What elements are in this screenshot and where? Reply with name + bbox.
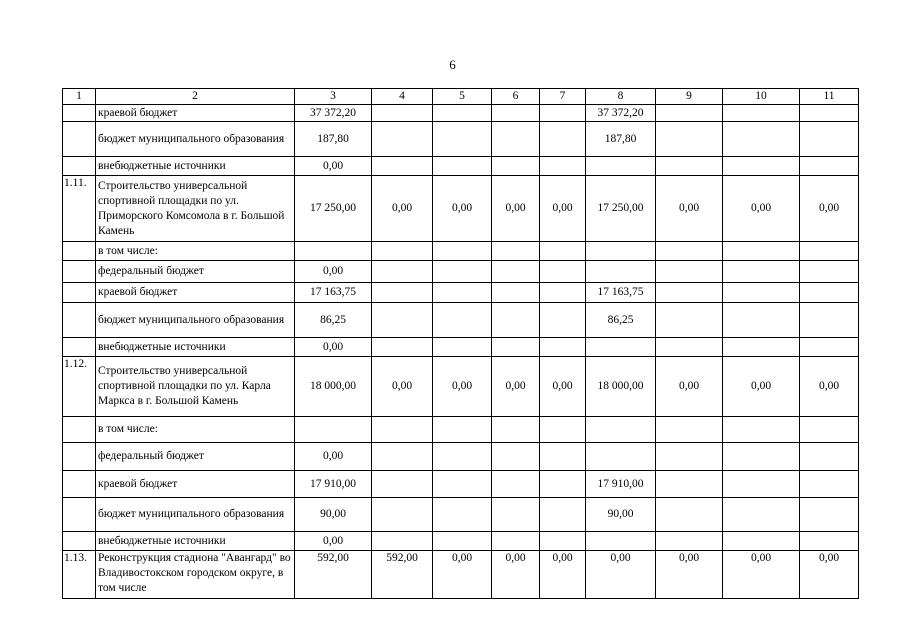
value-cell-c7 [540,283,586,303]
row-name-cell: внебюджетные источники [96,157,295,176]
value-cell-c5 [433,303,492,338]
value-cell-c9 [656,417,723,443]
value-cell-c4 [372,532,433,551]
header-cell: 7 [540,89,586,105]
row-name-cell: в том числе: [96,242,295,261]
value-cell-c3: 187,80 [295,122,372,157]
row-name-cell: Реконструкция стадиона "Авангард" во Владивостокском городском округе, в том числе [96,551,295,599]
row-name-cell: внебюджетные источники [96,532,295,551]
value-cell-c10: 0,00 [723,176,800,242]
value-cell-c8 [586,443,656,471]
value-cell-c3: 17 163,75 [295,283,372,303]
value-cell-c5 [433,443,492,471]
value-cell-c9 [656,105,723,122]
value-cell-c7 [540,532,586,551]
value-cell-c10 [723,242,800,261]
row-name-cell: бюджет муниципального образования [96,122,295,157]
value-cell-c9 [656,498,723,532]
value-cell-c5: 0,00 [433,176,492,242]
row-index-cell: 1.11. [63,176,96,242]
table-row [63,122,859,157]
value-cell-c9 [656,242,723,261]
value-cell-c9 [656,283,723,303]
row-index-cell [63,242,96,261]
value-cell-c7 [540,338,586,357]
value-cell-c11 [800,283,859,303]
row-index-cell [63,338,96,357]
value-cell-c5 [433,417,492,443]
value-cell-c9 [656,443,723,471]
value-cell-c10 [723,338,800,357]
value-cell-c8 [586,261,656,283]
value-cell-c10 [723,303,800,338]
value-cell-c5 [433,242,492,261]
value-cell-c9 [656,261,723,283]
table-row [63,471,859,498]
value-cell-c11 [800,261,859,283]
value-cell-c11 [800,471,859,498]
value-cell-c8: 18 000,00 [586,357,656,417]
value-cell-c9 [656,157,723,176]
table-row [63,357,859,417]
value-cell-c4 [372,338,433,357]
header-row [63,89,859,105]
value-cell-c5: 0,00 [433,551,492,599]
header-cell: 9 [656,89,723,105]
value-cell-c9 [656,338,723,357]
value-cell-c6: 0,00 [492,357,540,417]
value-cell-c10 [723,283,800,303]
value-cell-c8 [586,417,656,443]
row-name-cell: федеральный бюджет [96,261,295,283]
value-cell-c3: 0,00 [295,261,372,283]
table-row [63,242,859,261]
row-name-cell: Строительство универсальной спортивной площадки по ул. Приморского Комсомола в г. Большой Камень [96,176,295,242]
value-cell-c7 [540,261,586,283]
value-cell-c10 [723,498,800,532]
value-cell-c3: 18 000,00 [295,357,372,417]
value-cell-c8: 17 163,75 [586,283,656,303]
value-cell-c5 [433,498,492,532]
value-cell-c7 [540,157,586,176]
row-name-cell: краевой бюджет [96,283,295,303]
value-cell-c6 [492,471,540,498]
value-cell-c3: 17 910,00 [295,471,372,498]
table-row [63,338,859,357]
value-cell-c11: 0,00 [800,357,859,417]
table-row [63,532,859,551]
value-cell-c6 [492,338,540,357]
value-cell-c5 [433,122,492,157]
value-cell-c5 [433,261,492,283]
value-cell-c4 [372,283,433,303]
value-cell-c6 [492,122,540,157]
value-cell-c5 [433,532,492,551]
row-index-cell [63,105,96,122]
table-row [63,551,859,599]
value-cell-c8: 86,25 [586,303,656,338]
value-cell-c3 [295,242,372,261]
value-cell-c8: 37 372,20 [586,105,656,122]
value-cell-c8 [586,532,656,551]
value-cell-c6 [492,303,540,338]
value-cell-c5: 0,00 [433,357,492,417]
row-index-cell [63,471,96,498]
value-cell-c7: 0,00 [540,551,586,599]
value-cell-c6 [492,242,540,261]
row-name-cell: краевой бюджет [96,471,295,498]
value-cell-c4 [372,157,433,176]
row-name-cell: бюджет муниципального образования [96,498,295,532]
value-cell-c11 [800,157,859,176]
value-cell-c4 [372,261,433,283]
value-cell-c6 [492,443,540,471]
value-cell-c5 [433,283,492,303]
value-cell-c5 [433,157,492,176]
value-cell-c3: 0,00 [295,338,372,357]
value-cell-c7 [540,122,586,157]
header-cell: 8 [586,89,656,105]
row-name-cell: Строительство универсальной спортивной площадки по ул. Карла Маркса в г. Большой Камень [96,357,295,417]
header-cell: 10 [723,89,800,105]
value-cell-c8 [586,338,656,357]
value-cell-c11 [800,242,859,261]
value-cell-c3: 0,00 [295,157,372,176]
value-cell-c6: 0,00 [492,551,540,599]
value-cell-c9: 0,00 [656,176,723,242]
value-cell-c3 [295,417,372,443]
value-cell-c10 [723,105,800,122]
value-cell-c4 [372,498,433,532]
value-cell-c8: 17 250,00 [586,176,656,242]
value-cell-c6 [492,157,540,176]
value-cell-c9 [656,471,723,498]
value-cell-c10 [723,157,800,176]
row-index-cell [63,417,96,443]
value-cell-c8 [586,242,656,261]
header-cell: 11 [800,89,859,105]
row-index-cell: 1.13. [63,551,96,599]
value-cell-c6 [492,498,540,532]
table-row [63,176,859,242]
table-row [63,105,859,122]
value-cell-c5 [433,471,492,498]
value-cell-c6 [492,105,540,122]
value-cell-c11 [800,532,859,551]
value-cell-c6 [492,283,540,303]
value-cell-c7 [540,443,586,471]
value-cell-c7 [540,471,586,498]
value-cell-c4 [372,471,433,498]
value-cell-c6 [492,417,540,443]
value-cell-c10 [723,471,800,498]
value-cell-c7 [540,498,586,532]
header-cell: 5 [433,89,492,105]
value-cell-c8: 187,80 [586,122,656,157]
value-cell-c11 [800,338,859,357]
row-name-cell: внебюджетные источники [96,338,295,357]
value-cell-c3: 90,00 [295,498,372,532]
value-cell-c11 [800,303,859,338]
value-cell-c4 [372,303,433,338]
value-cell-c8: 90,00 [586,498,656,532]
value-cell-c5 [433,338,492,357]
row-index-cell: 1.12. [63,357,96,417]
row-index-cell [63,532,96,551]
value-cell-c4 [372,242,433,261]
value-cell-c9 [656,122,723,157]
value-cell-c8 [586,157,656,176]
value-cell-c4: 0,00 [372,357,433,417]
table-row [63,417,859,443]
header-cell: 6 [492,89,540,105]
value-cell-c10 [723,261,800,283]
value-cell-c4 [372,122,433,157]
value-cell-c10: 0,00 [723,551,800,599]
header-cell: 1 [63,89,96,105]
value-cell-c7 [540,105,586,122]
value-cell-c7 [540,417,586,443]
row-index-cell [63,303,96,338]
value-cell-c11 [800,498,859,532]
table-row [63,443,859,471]
value-cell-c11 [800,443,859,471]
value-cell-c5 [433,105,492,122]
value-cell-c8: 0,00 [586,551,656,599]
value-cell-c3: 0,00 [295,443,372,471]
value-cell-c11 [800,122,859,157]
row-index-cell [63,122,96,157]
value-cell-c9: 0,00 [656,357,723,417]
value-cell-c10 [723,417,800,443]
table-row [63,157,859,176]
value-cell-c11 [800,417,859,443]
table-row [63,261,859,283]
table-row [63,283,859,303]
value-cell-c10: 0,00 [723,357,800,417]
value-cell-c4: 0,00 [372,176,433,242]
table-row [63,303,859,338]
value-cell-c7: 0,00 [540,357,586,417]
value-cell-c9: 0,00 [656,551,723,599]
row-index-cell [63,261,96,283]
row-index-cell [63,498,96,532]
value-cell-c8: 17 910,00 [586,471,656,498]
row-name-cell: в том числе: [96,417,295,443]
value-cell-c4 [372,105,433,122]
value-cell-c11: 0,00 [800,176,859,242]
row-index-cell [63,443,96,471]
value-cell-c4: 592,00 [372,551,433,599]
value-cell-c10 [723,443,800,471]
value-cell-c6 [492,261,540,283]
value-cell-c3: 17 250,00 [295,176,372,242]
header-cell: 4 [372,89,433,105]
value-cell-c7 [540,303,586,338]
value-cell-c11: 0,00 [800,551,859,599]
value-cell-c3: 86,25 [295,303,372,338]
budget-table [62,88,859,599]
page-number: 6 [449,57,456,72]
value-cell-c10 [723,122,800,157]
header-cell: 3 [295,89,372,105]
row-name-cell: бюджет муниципального образования [96,303,295,338]
value-cell-c6: 0,00 [492,176,540,242]
value-cell-c3: 592,00 [295,551,372,599]
value-cell-c4 [372,443,433,471]
row-index-cell [63,283,96,303]
header-cell: 2 [96,89,295,105]
value-cell-c9 [656,303,723,338]
value-cell-c7: 0,00 [540,176,586,242]
value-cell-c11 [800,105,859,122]
row-name-cell: краевой бюджет [96,105,295,122]
value-cell-c6 [492,532,540,551]
value-cell-c3: 0,00 [295,532,372,551]
table-row [63,498,859,532]
row-index-cell [63,157,96,176]
value-cell-c9 [656,532,723,551]
value-cell-c10 [723,532,800,551]
value-cell-c4 [372,417,433,443]
row-name-cell: федеральный бюджет [96,443,295,471]
value-cell-c7 [540,242,586,261]
value-cell-c3: 37 372,20 [295,105,372,122]
